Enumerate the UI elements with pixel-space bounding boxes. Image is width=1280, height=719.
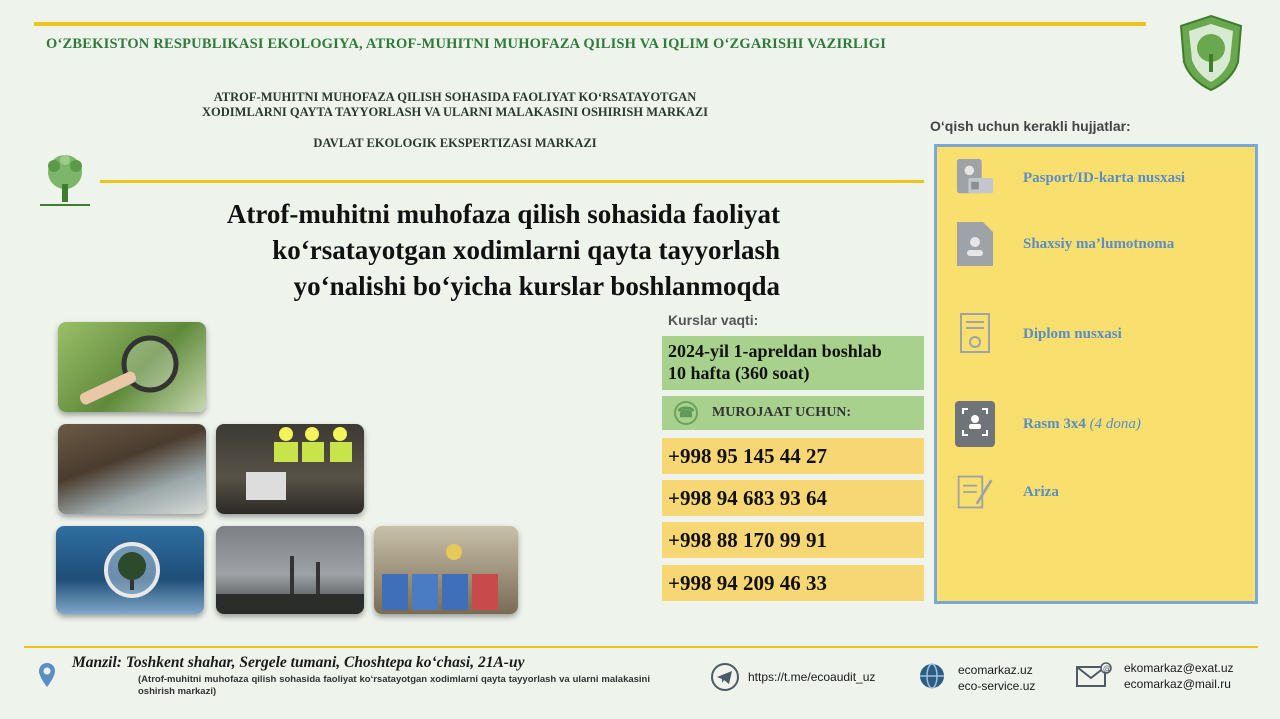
photo-wastewater [58,424,206,514]
doc-photo-count: (4 dona) [1089,415,1141,432]
application-icon [955,469,995,515]
photo-inspection-team [216,424,364,514]
ministry-title: O‘ZBEKISTON RESPUBLIKASI EKOLOGIYA, ATROF-MUHITNI MUHOFAZA QILISH VA IQLIM O‘ZGARISHI VAZIRLIGI [46,36,887,52]
phone-number-1[interactable]: +998 95 145 44 27 [662,438,924,474]
email-link-2[interactable]: ecomarkaz@mail.ru [1124,677,1231,691]
personal-file-icon [955,221,995,267]
top-accent-line [34,22,1146,26]
location-pin-icon [38,662,56,688]
doc-item-diploma [955,311,1122,357]
headline-line3: yo‘nalishi bo‘yicha kurslar boshlanmoqda [293,271,780,301]
course-dates-box [662,336,924,390]
doc-label-personal-file: Shaxsiy ma’lumotnoma [1023,235,1175,252]
websites [958,662,1035,694]
email-icon [1076,662,1112,688]
globe-icon [918,662,946,690]
photo-magnifier-field [58,322,206,412]
center-title-line2: XODIMLARNI QAYTA TAYYORLASH VA ULARNI MALAKASINI OSHIRISH MARKAZI [202,105,708,119]
contact-label: MUROJAAT UCHUN: [712,405,852,420]
phone-number-4[interactable]: +998 94 209 46 33 [662,565,924,601]
address-note: (Atrof-muhitni muhofaza qilish sohasida faoliyat ko‘rsatayotgan xodimlarni qayta tayyorlash va ularni malakasini oshirish markazi) [138,674,650,697]
photo-id-icon [955,401,995,447]
diploma-icon [955,311,995,357]
svg-text:@: @ [1103,664,1111,673]
email-link-1[interactable]: ekomarkaz@exat.uz [1124,661,1234,675]
doc-item-personal-file [955,221,1174,267]
emails [1124,660,1234,692]
phone-number-3[interactable]: +998 88 170 99 91 [662,522,924,558]
middle-accent-line [100,180,924,183]
doc-item-passport [955,155,1185,201]
course-start-date: 2024-yil 1-apreldan boshlab [668,341,882,361]
doc-label-diploma: Diplom nusxasi [1023,325,1122,342]
phone-number-2[interactable]: +998 94 683 93 64 [662,480,924,516]
contact-header [662,396,924,430]
doc-label-photo [1023,416,1141,433]
headline [60,196,780,304]
photo-chemical-barrels [374,526,518,614]
address-text: Manzil: Toshkent shahar, Sergele tumani, Choshtepa ko‘chasi, 21A-uy [72,654,525,671]
passport-icon [955,155,995,201]
photo-city-tree [56,526,204,614]
center-title-line1: ATROF-MUHITNI MUHOFAZA QILISH SOHASIDA FAOLIYAT KO‘RSATAYOTGAN [213,90,697,104]
center-title [140,90,770,120]
course-time-label: Kurslar vaqti: [668,312,759,328]
docs-box [934,144,1258,604]
phone-icon: ☎ [674,401,698,425]
photo-factory-chimneys [216,526,364,614]
doc-item-photo [955,401,1141,447]
center-subtitle: DAVLAT EKOLOGIK EKSPERTIZASI MARKAZI [313,136,597,150]
telegram-icon[interactable] [710,662,740,692]
telegram-link[interactable]: https://t.me/ecoaudit_uz [748,670,876,684]
doc-photo-size: Rasm 3x4 [1023,415,1086,432]
footer-accent-line [24,646,1258,648]
doc-label-passport: Pasport/ID-karta nusxasi [1023,169,1186,186]
website-link-2[interactable]: eco-service.uz [958,679,1036,693]
course-duration: 10 hafta (360 soat) [668,363,810,383]
docs-label: O‘qish uchun kerakli hujjatlar: [930,118,1131,134]
doc-item-application [955,469,1059,515]
ministry-shield-logo [1178,14,1244,92]
website-link-1[interactable]: ecomarkaz.uz [958,663,1033,677]
headline-line2: ko‘rsatayotgan xodimlarni qayta tayyorlash [272,235,780,265]
doc-label-application: Ariza [1023,483,1059,500]
headline-line1: Atrof-muhitni muhofaza qilish sohasida faoliyat [226,199,780,229]
